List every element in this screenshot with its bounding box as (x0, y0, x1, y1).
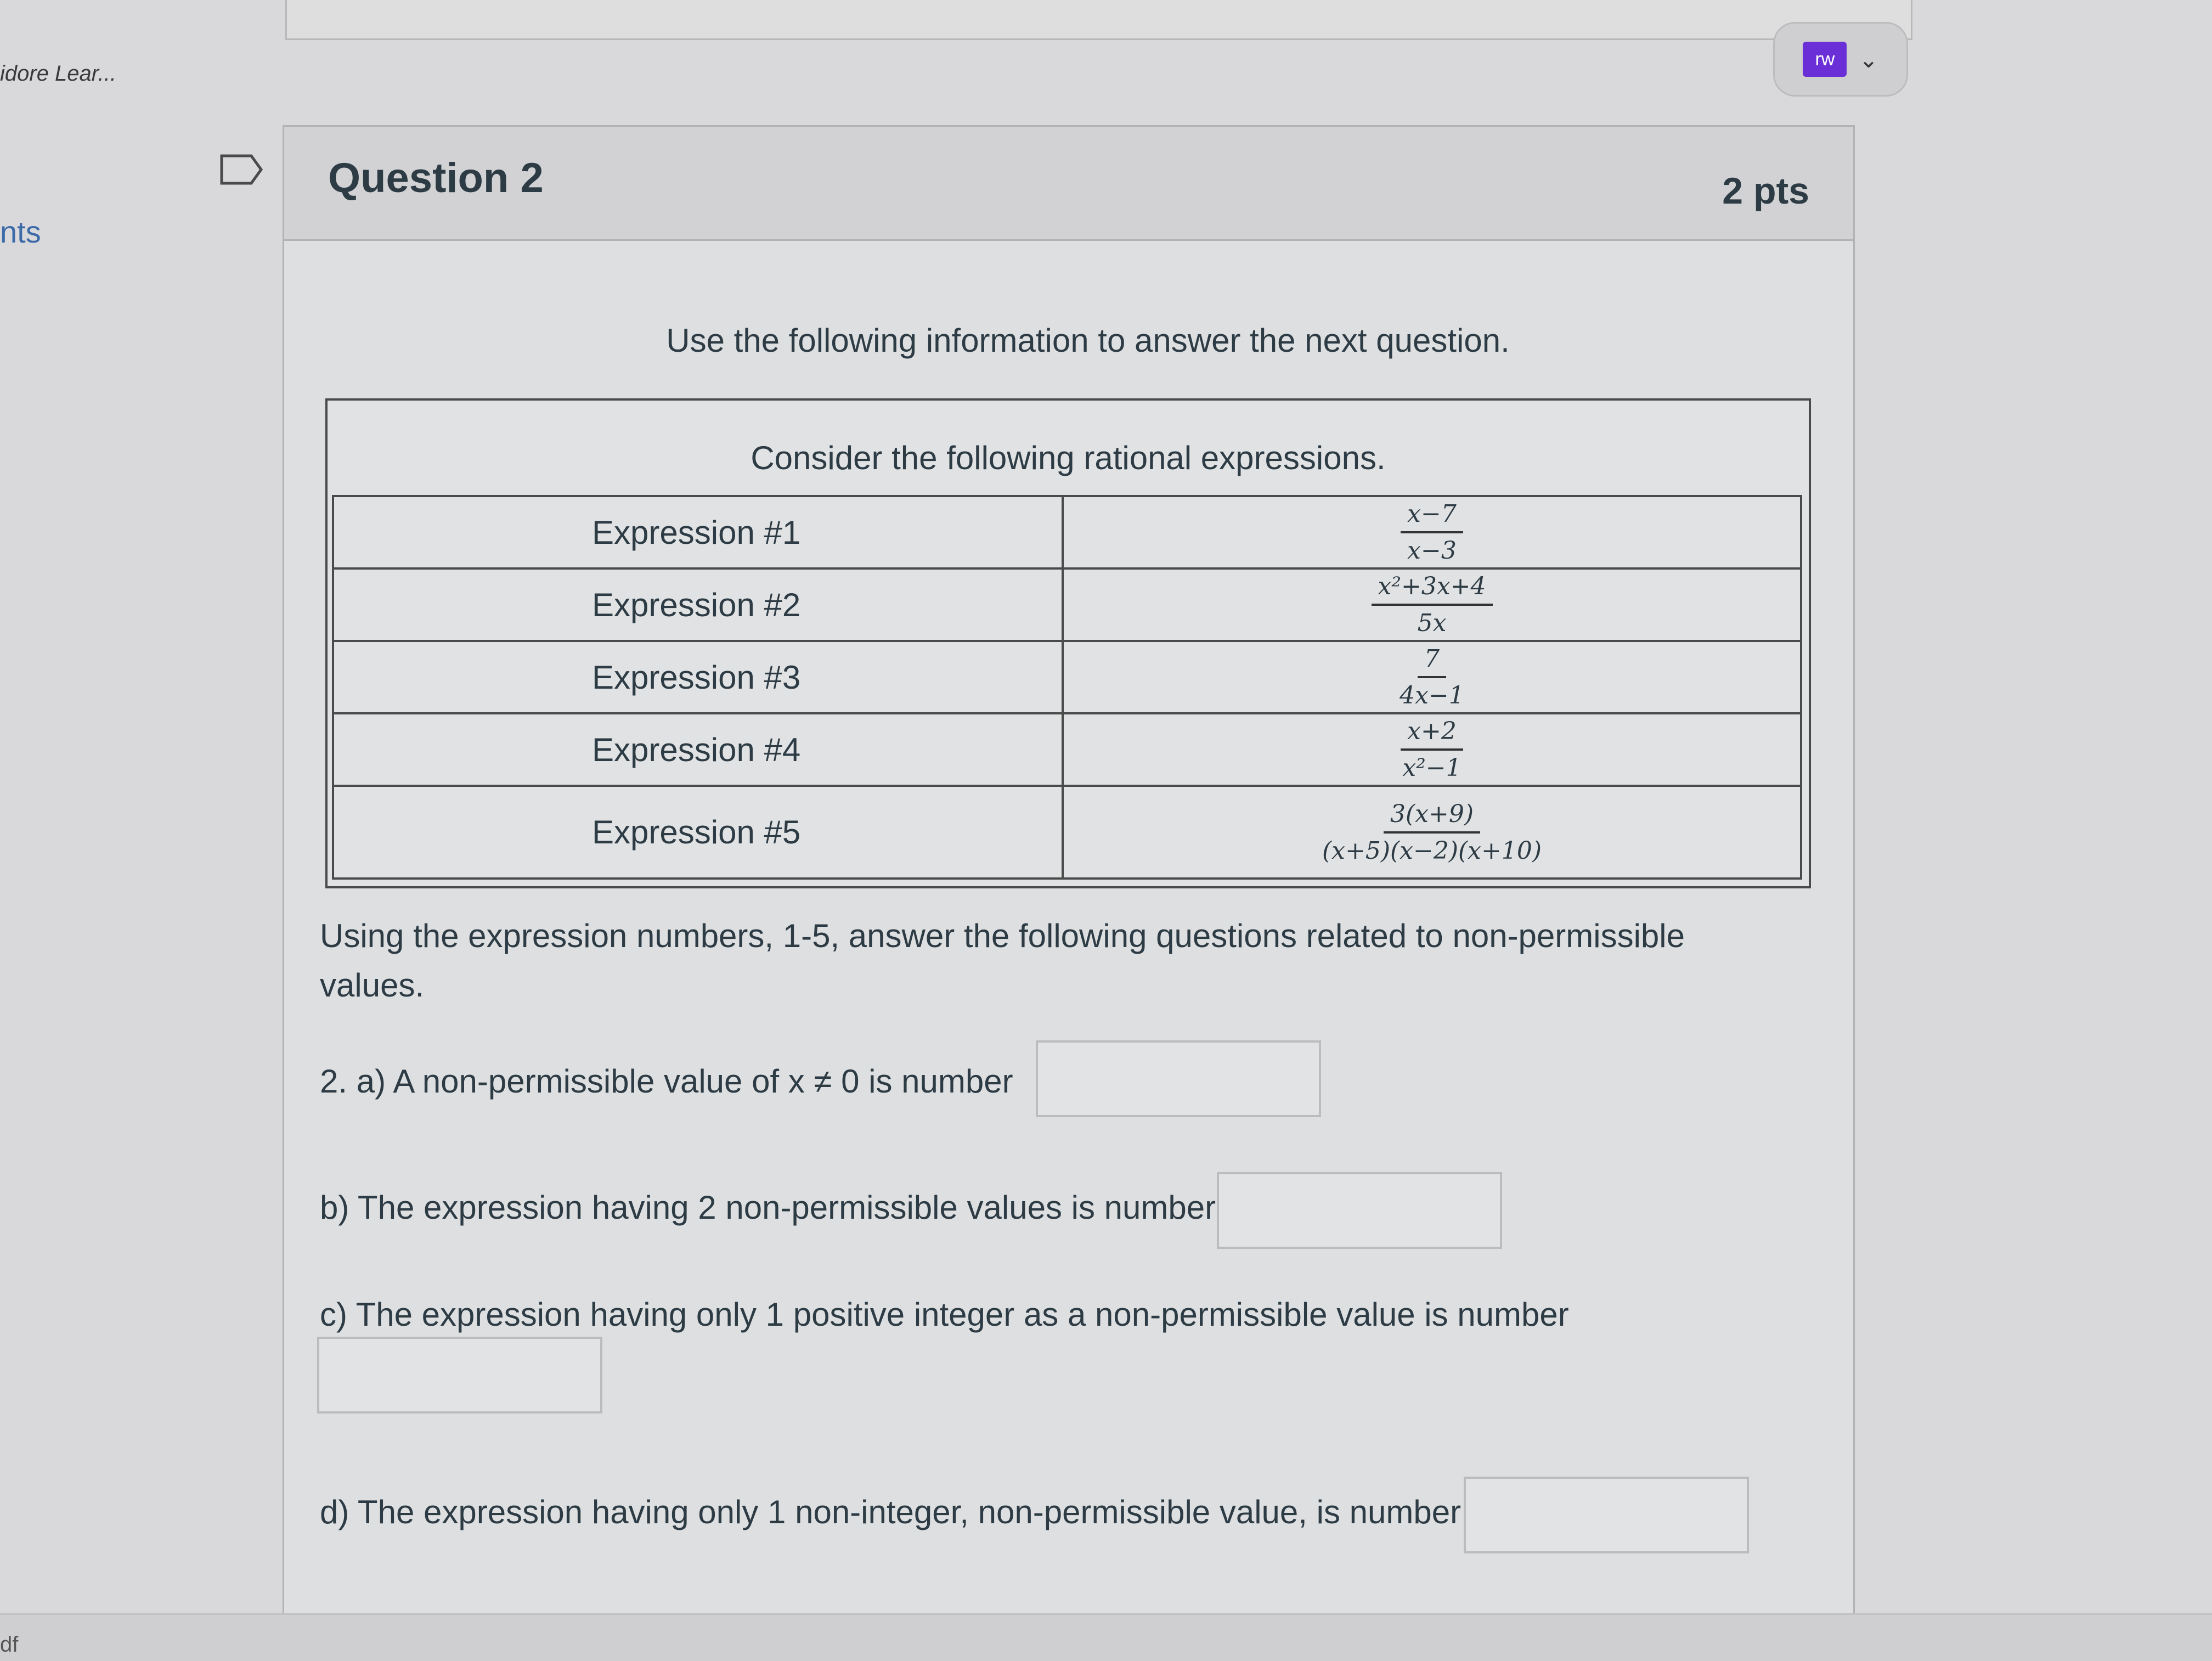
denominator: 5x (1417, 609, 1447, 637)
table-row (333, 496, 1801, 568)
numerator: 7 (1418, 645, 1446, 678)
top-toolbar (285, 0, 1912, 40)
numerator: x+2 (1401, 717, 1463, 751)
numerator: x−7 (1401, 500, 1463, 533)
denominator: 4x−1 (1400, 682, 1464, 710)
question-card (283, 125, 1855, 1643)
question-points: 2 pts (1722, 170, 1809, 212)
expression-label: Expression #4 (333, 713, 1063, 786)
answer-input-a[interactable] (1036, 1040, 1321, 1117)
expression-formula (1063, 786, 1801, 879)
read-write-icon: rw (1803, 42, 1847, 77)
numerator: x²+3x+4 (1372, 572, 1493, 606)
sidebar-course-link[interactable]: idore Lear... (0, 61, 116, 86)
sidebar-bottom-label: df (0, 1632, 19, 1657)
bookmark-flag-icon[interactable] (219, 154, 263, 185)
expression-formula (1063, 713, 1801, 786)
table-row (333, 641, 1801, 713)
table-row (333, 568, 1801, 641)
expressions-table (332, 495, 1802, 880)
answer-input-c[interactable] (317, 1337, 602, 1414)
question-intro: Use the following information to answer the next question. (666, 322, 1510, 359)
sidebar-points-link[interactable]: nts (0, 215, 41, 249)
expressions-frame (325, 398, 1811, 888)
question-title: Question 2 (328, 155, 544, 201)
question-part-a: 2. a) A non-permissible value of x ≠ 0 is number (320, 1063, 1013, 1100)
expressions-caption: Consider the following rational expressions. (751, 440, 1386, 476)
chevron-down-icon[interactable]: ⌄ (1859, 46, 1878, 72)
instructions-text: Using the expression numbers, 1-5, answer the following questions related to non-permissible values. (320, 917, 1685, 1004)
denominator: x−3 (1407, 537, 1457, 565)
question-part-c: c) The expression having only 1 positive integer as a non-permissible value is number (320, 1296, 1569, 1333)
question-header (284, 127, 1853, 241)
expression-label: Expression #1 (333, 496, 1063, 568)
question-part-d: d) The expression having only 1 non-integer, non-permissible value, is number (320, 1494, 1462, 1530)
expression-label: Expression #5 (333, 786, 1063, 879)
table-row (333, 713, 1801, 786)
expression-label: Expression #3 (333, 641, 1063, 713)
table-row (333, 786, 1801, 879)
question-part-b: b) The expression having 2 non-permissible values is number (320, 1189, 1216, 1226)
expression-formula (1063, 568, 1801, 641)
denominator: (x+5)(x−2)(x+10) (1322, 836, 1542, 865)
answer-input-d[interactable] (1464, 1477, 1749, 1553)
denominator: x²−1 (1402, 754, 1462, 782)
expression-formula (1063, 641, 1801, 713)
answer-input-b[interactable] (1217, 1172, 1502, 1249)
bottom-strip (0, 1613, 2212, 1661)
expression-label: Expression #2 (333, 568, 1063, 641)
read-write-extension-button[interactable] (1773, 22, 1908, 97)
numerator: 3(x+9) (1384, 800, 1480, 834)
expression-formula (1063, 496, 1801, 568)
